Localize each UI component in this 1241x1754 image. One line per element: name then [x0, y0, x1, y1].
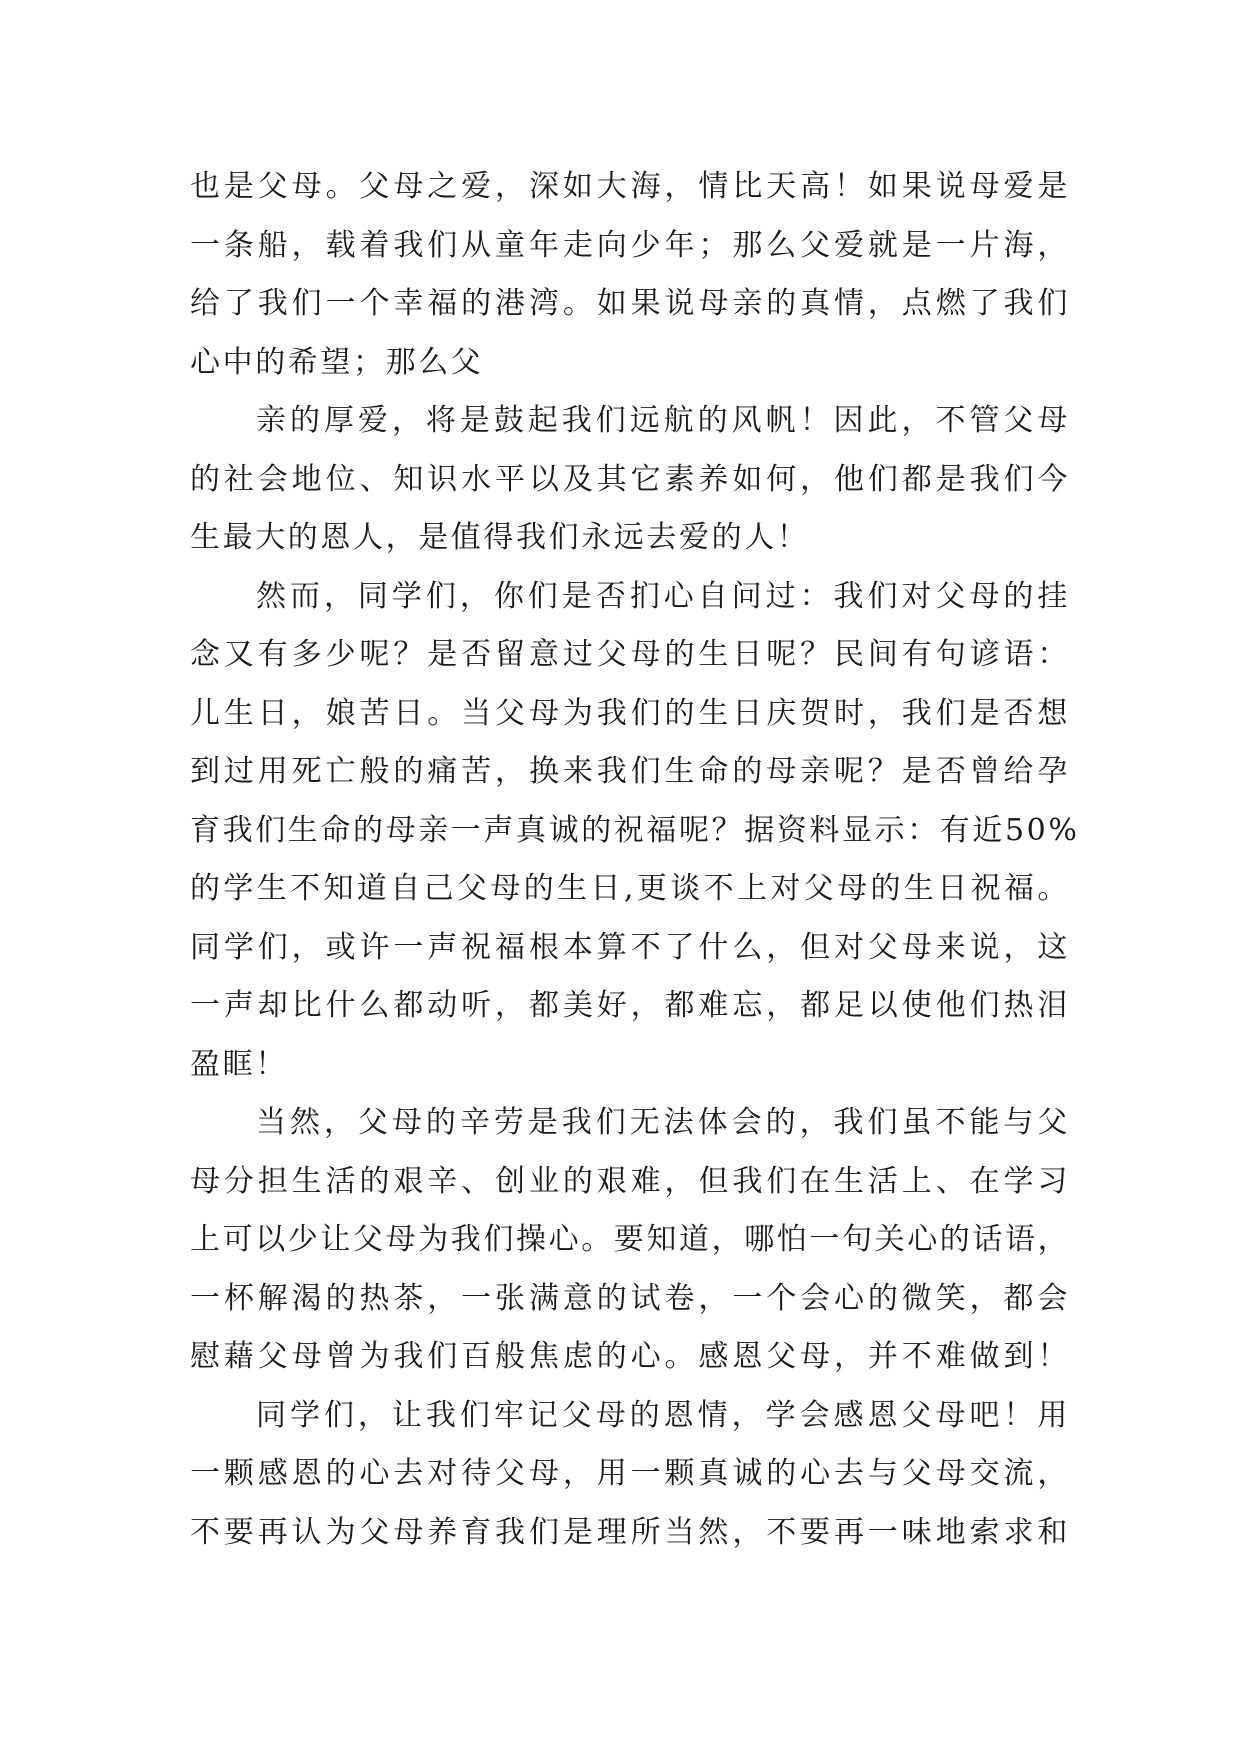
text-line: 到过用死亡般的痛苦，换来我们生命的母亲呢？是否曾给孕	[190, 754, 1070, 789]
text-line: 亲的厚爱，将是鼓起我们远航的风帆！因此，不管父母	[256, 403, 1070, 438]
text-line: 不要再认为父母养育我们是理所当然，不要再一味地索求和	[190, 1514, 1070, 1550]
text-line: 的社会地位、知识水平以及其它素养如何，他们都是我们今	[190, 461, 1070, 497]
text-line: 育我们生命的母亲一声真诚的祝福呢？据资料显示：有近50%	[190, 812, 1080, 848]
document-body	[190, 158, 1080, 1562]
text-line: 给了我们一个幸福的港湾。如果说母亲的真情，点燃了我们	[190, 286, 1070, 321]
text-line: 儿生日，娘苦日。当父母为我们的生日庆贺时，我们是否想	[190, 695, 1070, 731]
text-line: 念又有多少呢？是否留意过父母的生日呢？民间有句谚语：	[190, 637, 1070, 672]
text-line: 母分担生活的艰辛、创业的艰难，但我们在生活上、在学习	[190, 1163, 1070, 1199]
text-line: 同学们，让我们牢记父母的恩情，学会感恩父母吧！用	[256, 1397, 1070, 1433]
text-line: 同学们，或许一声祝福根本算不了什么，但对父母来说，这	[190, 929, 1070, 965]
text-line: 然而，同学们，你们是否扪心自问过：我们对父母的挂	[256, 578, 1070, 614]
text-line: 也是父母。父母之爱，深如大海，情比天高！如果说母爱是	[190, 169, 1070, 204]
text-line: 一声却比什么都动听，都美好，都难忘，都足以使他们热泪	[190, 988, 1070, 1023]
text-line: 生最大的恩人，是值得我们永远去爱的人！	[190, 520, 810, 555]
text-line: 一条船，载着我们从童年走向少年；那么父爱就是一片海，	[190, 227, 1070, 263]
text-line: 一杯解渴的热茶，一张满意的试卷，一个会心的微笑，都会	[190, 1280, 1070, 1316]
text-line: 盈眶！	[190, 1046, 288, 1082]
text-line: 上可以少让父母为我们操心。要知道，哪怕一句关心的话语，	[190, 1222, 1071, 1257]
text-line: 慰藉父母曾为我们百般焦虑的心。感恩父母，并不难做到！	[190, 1339, 1070, 1374]
text-line: 当然，父母的辛劳是我们无法体会的，我们虽不能与父	[256, 1105, 1070, 1140]
text-line: 的学生不知道自己父母的生日,更谈不上对父母的生日祝福。	[190, 871, 1070, 906]
text-line: 一颗感恩的心去对待父母，用一颗真诚的心去与父母交流，	[190, 1456, 1070, 1491]
text-line: 心中的希望；那么父	[190, 344, 484, 380]
